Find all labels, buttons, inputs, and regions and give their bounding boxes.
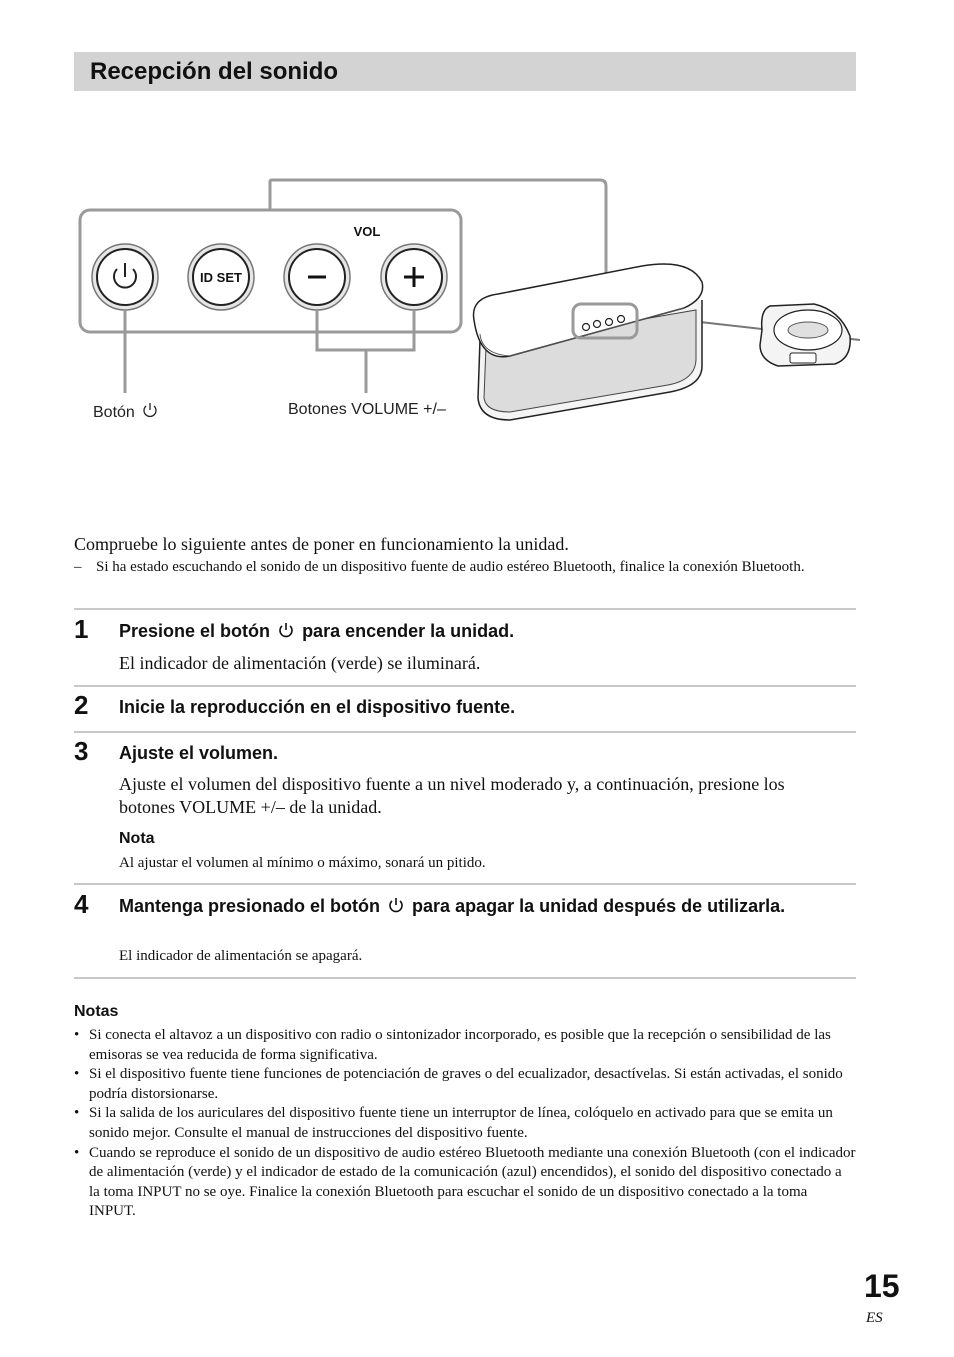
bullet-marker: • [74,1144,80,1161]
bullet-marker: • [74,1105,80,1122]
list-item [74,1104,856,1143]
note-text: Si el dispositivo fuente tiene funciones de potenciación de graves o del ecualizador, desactívelas. Si están activadas, el sonido podría distorsionarse. [89,1066,843,1102]
list-item [74,1026,856,1065]
transmitter-illustration [760,304,850,366]
power-button-caption-text: Botón [93,404,135,421]
intro-text: Compruebe lo siguiente antes de poner en funcionamiento la unidad. [74,534,569,554]
step-number: 2 [74,690,89,720]
power-button [92,244,158,310]
volume-buttons-caption: Botones VOLUME +/– [288,401,446,418]
step-number: 1 [74,614,89,644]
id-set-button [188,244,254,310]
vol-label: VOL [353,224,381,239]
volume-plus-button [381,244,447,310]
language-code: ES [866,1310,883,1326]
step-heading-text: para apagar la unidad después de utilizarla. [412,896,786,916]
step-heading-text: para encender la unidad. [302,621,515,641]
power-icon [277,621,295,639]
list-item [74,1065,856,1104]
divider [74,883,856,885]
step-body: El indicador de alimentación (verde) se iluminará. [119,653,481,673]
divider [74,977,856,979]
step-heading [119,893,819,919]
list-item [74,1144,856,1222]
note-text: Si conecta el altavoz a un dispositivo con radio o sintonizador incorporado, es posible que la recepción o sensibilidad de las emisoras se vea reducida de forma significativa. [89,1027,831,1063]
notes-list [74,1026,856,1222]
bullet-marker: • [74,1027,80,1043]
step-heading: Inicie la reproducción en el dispositivo fuente. [119,697,516,717]
section-title: Recepción del sonido [90,58,339,85]
step-heading: Ajuste el volumen. [119,743,279,763]
step-heading-text: Mantenga presionado el botón [119,896,381,916]
divider [74,731,856,733]
power-button-caption [93,401,161,422]
note-text: Al ajustar el volumen al mínimo o máximo, sonará un pitido. [119,855,486,871]
step-number: 4 [74,889,89,919]
intro-note [74,557,834,578]
intro-note-text: Si ha estado escuchando el sonido de un dispositivo fuente de audio estéreo Bluetooth, finalice la conexión Bluetooth. [96,559,805,575]
power-icon [141,401,159,419]
volume-minus-button [284,244,350,310]
section-title-bar [74,52,856,91]
step-heading-text: Presione el botón [119,621,271,641]
divider [74,685,856,687]
divider [74,608,856,610]
note-title: Nota [119,830,155,847]
power-icon [387,896,405,914]
dash-marker: – [74,559,82,575]
note-text: Si la salida de los auriculares del dispositivo fuente tiene un interruptor de línea, colóquelo en activado para que se emita un sonido mejor. Consulte el manual de instrucciones del dispositivo fuente. [89,1105,833,1141]
step-heading [119,618,819,644]
page-number: 15 [864,1268,900,1304]
id-set-label: ID SET [200,270,242,285]
speaker-diagram [70,170,870,450]
bullet-marker: • [74,1066,80,1083]
step-body: El indicador de alimentación se apagará. [119,948,363,964]
note-text: Cuando se reproduce el sonido de un dispositivo de audio estéreo Bluetooth mediante una conexión Bluetooth (con el indicador de alimentación (verde) y el indicador de estado de la comunicación (azul) encendidos), el sonido del dispositivo conectado a la toma INPUT no se oye. Finalice la conexión Bluetooth para escuchar el sonido de un dispositivo conectado a la toma INPUT. [89,1144,856,1220]
step-number: 3 [74,736,89,766]
step-body: Ajuste el volumen del dispositivo fuente a un nivel moderado y, a continuación, presione los botones VOLUME +/– de la unidad. [119,774,785,817]
notes-title: Notas [74,1003,119,1020]
